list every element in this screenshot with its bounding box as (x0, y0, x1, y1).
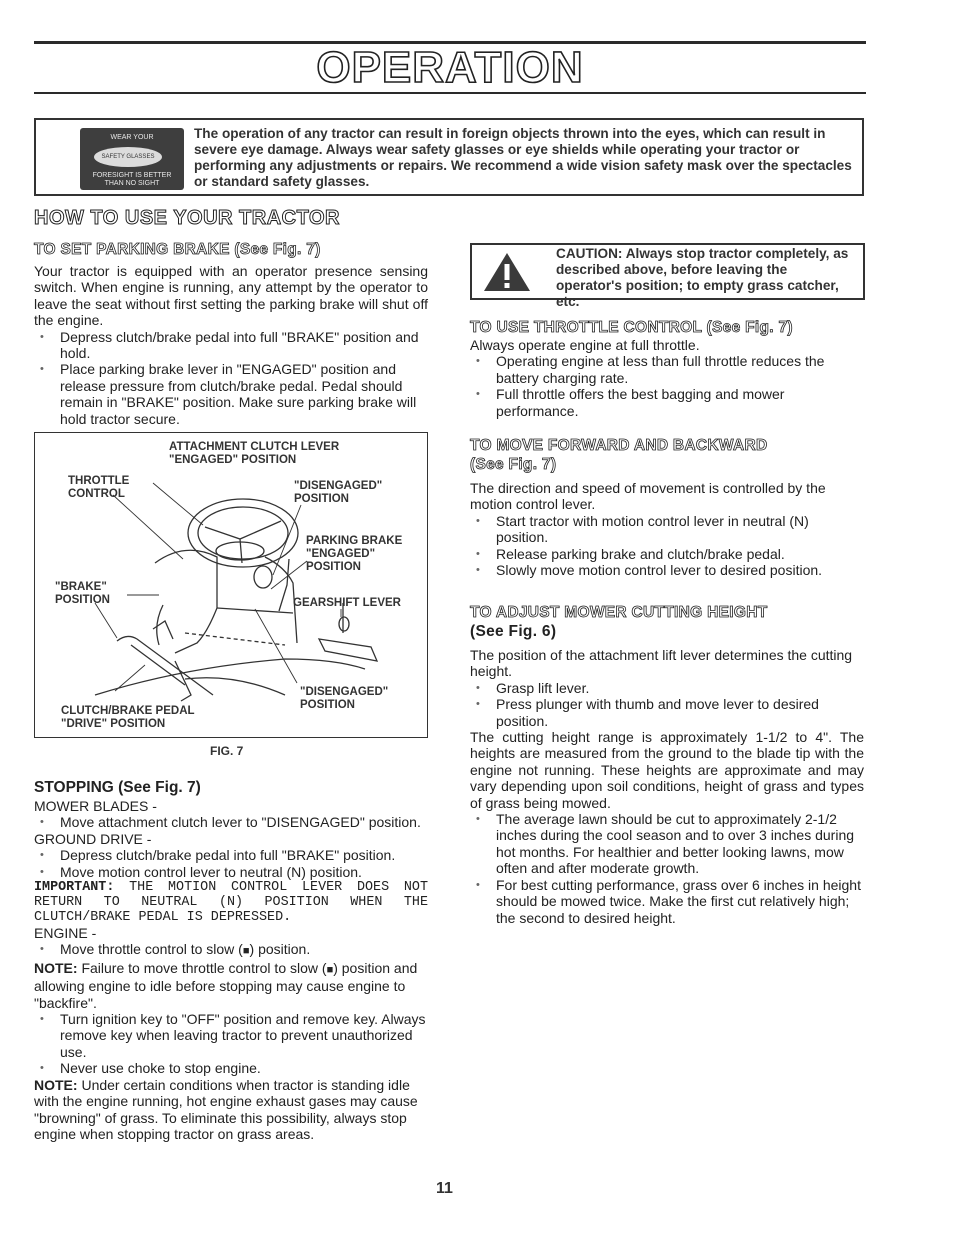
cutting-range-paragraph: The cutting height range is approximately 1-1/2 to 4". The heights are measured from the ground to the blade tip with the engine not running. These heights are approximate and may vary depending upon soil conditions, height of grass and types of grass being mowed. (470, 729, 864, 811)
parking-brake-section (34, 263, 428, 427)
mower-blades-label: MOWER BLADES - (34, 798, 157, 814)
caution-text: CAUTION: Always stop tractor completely, as described above, before leaving the operator's position; to empty grass catcher, etc. (556, 246, 849, 309)
list-item: • For best cutting performance, grass over 6 inches in height should be mowed twice. Make the first cut relatively high; the second to desired height. (470, 877, 864, 926)
important-note: IMPORTANT: THE MOTION CONTROL LEVER DOES NOT RETURN TO NEUTRAL (N) POSITION WHEN THE CLUTCH/BRAKE PEDAL IS DEPRESSED. (34, 880, 428, 926)
list-item: • Place parking brake lever in "ENGAGED" position and release pressure from clutch/brake pedal. Pedal should remain in "BRAKE" position. Make sure parking brake will hold tractor secure. (34, 361, 428, 427)
list-item: • Move throttle control to slow (■) position. (34, 941, 428, 959)
list-item: • Turn ignition key to "OFF" position and remove key. Always remove key when leaving tractor to prevent unauthorized use. (34, 1011, 428, 1060)
safety-glasses-icon: WEAR YOUR SAFETY GLASSES FORESIGHT IS BETTER THAN NO SIGHT (80, 128, 184, 190)
list-item: • Release parking brake and clutch/brake pedal. (470, 546, 864, 562)
list-item: • Grasp lift lever. (470, 680, 864, 696)
turtle-icon: ■ (242, 945, 250, 958)
label-clutch-brake-pedal: CLUTCH/BRAKE PEDAL "DRIVE" POSITION (61, 705, 195, 730)
move-section (470, 480, 864, 578)
label-disengaged-position: "DISENGAGED" POSITION (294, 480, 383, 505)
ground-drive-label: GROUND DRIVE - (34, 830, 152, 847)
steering-wheel (188, 499, 298, 567)
list-item: • Depress clutch/brake pedal into full "BRAKE" position. (34, 847, 428, 863)
parking-brake-heading: TO SET PARKING BRAKE (See Fig. 7) (34, 241, 321, 258)
list-item: • Operating engine at less than full throttle reduces the battery charging rate. (470, 353, 864, 386)
move-intro: The direction and speed of movement is controlled by the motion control lever. (470, 480, 826, 513)
parking-brake-list (34, 329, 428, 427)
label-disengaged-position-2: "DISENGAGED" POSITION (300, 686, 389, 711)
warning-triangle-icon (482, 251, 532, 293)
label-parking-brake: PARKING BRAKE "ENGAGED" POSITION (306, 535, 403, 573)
stopping-heading: STOPPING (See Fig. 7) (34, 779, 201, 796)
move-heading: TO MOVE FORWARD AND BACKWARD (See Fig. 7) (470, 437, 768, 473)
throttle-intro: Always operate engine at full throttle. (470, 337, 700, 353)
list-item: • Depress clutch/brake pedal into full "BRAKE" position and hold. (34, 329, 428, 362)
cutting-height-heading: TO ADJUST MOWER CUTTING HEIGHT (See Fig. 6) (470, 604, 768, 640)
list-item: • Full throttle offers the best bagging and mower performance. (470, 386, 864, 419)
label-throttle-control: THROTTLE CONTROL (68, 475, 130, 500)
stopping-section (34, 798, 428, 1142)
list-item: • Press plunger with thumb and move lever to desired position. (470, 696, 864, 729)
note-browning: NOTE: Under certain conditions when tractor is standing idle with the engine running, hot engine exhaust gases may cause "browning" of grass. To eliminate this possibility, always stop engine when stopping tractor on grass areas. (34, 1076, 418, 1142)
turtle-icon: ■ (326, 963, 334, 976)
label-brake-position: "BRAKE" POSITION (55, 581, 110, 606)
parking-brake-intro: Your tractor is equipped with an operator presence sensing switch. When engine is running, any attempt by the operator to leave the seat without first setting the parking brake will shut off the engine. (34, 263, 428, 329)
section-heading: HOW TO USE YOUR TRACTOR (34, 207, 340, 229)
figure-7 (34, 432, 428, 738)
caution-notice (470, 243, 865, 309)
list-item: • Move motion control lever to neutral (N) position. (34, 864, 428, 880)
safety-text: The operation of any tractor can result in foreign objects thrown into the eyes, which can result in severe eye damage. Always wear safety glasses or eye shields while operating your tractor or performing any adjustments or repairs. We recommend a wide vision safety mask over the spectacles or standard safety glasses. (194, 126, 852, 189)
throttle-section (470, 337, 864, 419)
list-item: • The average lawn should be cut to approximately 2-1/2 inches during the cool season and to over 3 inches during hot months. For healthier and better looking lawns, mow often and after moderate growth. (470, 811, 864, 877)
cutting-intro: The position of the attachment lift lever determines the cutting height. (470, 647, 853, 680)
list-item: • Slowly move motion control lever to desired position. (470, 562, 864, 578)
list-item: • Start tractor with motion control lever in neutral (N) position. (470, 513, 864, 546)
title-rule (34, 92, 866, 94)
engine-label: ENGINE - (34, 925, 97, 942)
note-throttle: NOTE: Failure to move throttle control to slow (■) position and allowing engine to idle before stopping may cause engine to "backfire". (34, 959, 418, 1011)
page-number: 11 (436, 1180, 453, 1197)
list-item: • Move attachment clutch lever to "DISENGAGED" position. (34, 814, 428, 830)
label-gearshift-lever: GEARSHIFT LEVER (293, 597, 401, 609)
throttle-heading: TO USE THROTTLE CONTROL (See Fig. 7) (470, 319, 793, 336)
cutting-height-section (470, 647, 864, 926)
page-title: OPERATION (316, 43, 584, 92)
figure-caption: FIG. 7 (210, 744, 244, 758)
safety-notice (34, 118, 864, 196)
label-attachment-clutch: ATTACHMENT CLUTCH LEVER "ENGAGED" POSITION (169, 441, 340, 466)
list-item: • Never use choke to stop engine. (34, 1060, 428, 1076)
